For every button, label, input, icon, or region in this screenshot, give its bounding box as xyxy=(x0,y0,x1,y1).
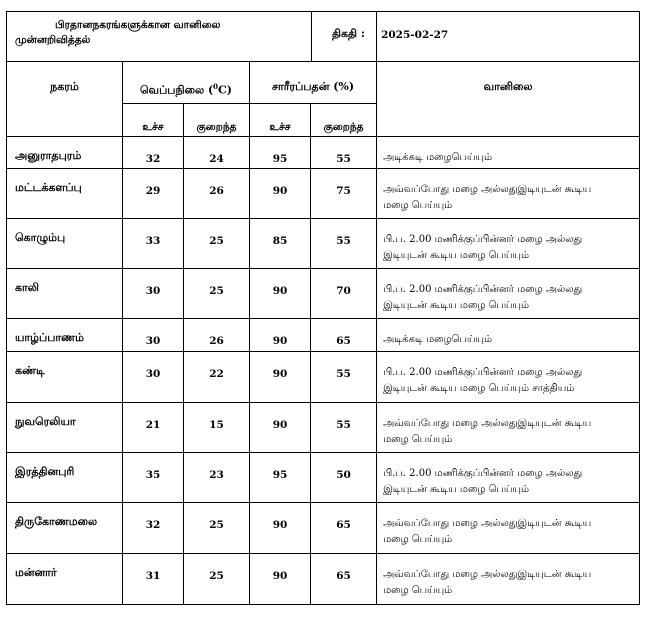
temperature-low: 25 xyxy=(184,503,250,554)
table-row xyxy=(7,503,640,554)
city-header xyxy=(7,62,123,137)
city-name: திருகோணமலை xyxy=(7,503,123,554)
humidity-low: 55 xyxy=(311,403,377,453)
temperature-high: 35 xyxy=(123,453,184,503)
humidity-high: 90 xyxy=(250,319,311,352)
temperature-high: 31 xyxy=(123,554,184,605)
temperature-low: 25 xyxy=(184,269,250,319)
humidity-header-label: சாரீரப்பதன் (%) xyxy=(271,80,355,93)
weather-description xyxy=(377,453,640,503)
weather-line-1: அவ்வப்போது மழை அல்லதுஇடியுடன் கூடிய xyxy=(383,418,592,429)
temperature-low: 23 xyxy=(184,453,250,503)
table-row xyxy=(7,269,640,319)
weather-line-2: மழை பெய்யும் xyxy=(383,534,453,545)
temperature-unit: C) xyxy=(218,83,232,97)
humidity-low: 55 xyxy=(311,219,377,269)
weather-line-1: அடிக்கடி மழைபெய்யும் xyxy=(383,334,493,345)
table-row xyxy=(7,403,640,453)
weather-line-2: மழை பெய்யும் xyxy=(383,585,453,596)
humidity-high: 95 xyxy=(250,137,311,169)
temperature-high: 30 xyxy=(123,269,184,319)
weather-description xyxy=(377,219,640,269)
temperature-header xyxy=(123,62,250,104)
weather-line-2: இடியுடன் கூடிய மழை பெய்யும் xyxy=(383,250,530,261)
humidity-low: 55 xyxy=(311,137,377,169)
header-row xyxy=(7,62,640,104)
humidity-low: 55 xyxy=(311,352,377,403)
city-name: யாழ்ப்பாணம் xyxy=(7,319,123,352)
weather-line-1: பி.ப. 2.00 மணிக்குப்பின்னர் மழை அல்லது xyxy=(383,367,583,378)
degree-sup: 0 xyxy=(213,82,219,91)
city-name: அனுராதபுரம் xyxy=(7,137,123,169)
humidity-low: 65 xyxy=(311,319,377,352)
weather-description xyxy=(377,137,640,169)
temperature-high: 29 xyxy=(123,169,184,219)
humidity-high: 95 xyxy=(250,453,311,503)
table-row xyxy=(7,319,640,352)
city-name: இரத்தினபுரி xyxy=(7,453,123,503)
weather-line-1: பி.ப. 2.00 மணிக்குப்பின்னர் மழை அல்லது xyxy=(383,468,583,479)
weather-description xyxy=(377,554,640,605)
temperature-high: 32 xyxy=(123,503,184,554)
weather-line-1: அவ்வப்போது மழை அல்லதுஇடியுடன் கூடிய xyxy=(383,184,592,195)
temperature-low: 26 xyxy=(184,319,250,352)
temperature-low: 26 xyxy=(184,169,250,219)
temperature-high: 30 xyxy=(123,352,184,403)
humidity-high: 90 xyxy=(250,554,311,605)
weather-description xyxy=(377,269,640,319)
table-row xyxy=(7,219,640,269)
document-title xyxy=(7,12,376,48)
title-divider xyxy=(311,11,312,62)
temperature-low: 25 xyxy=(184,219,250,269)
table-row xyxy=(7,453,640,503)
city-name: மன்னார் xyxy=(7,554,123,605)
weather-line-2: மழை பெய்யும் xyxy=(383,434,453,445)
temperature-high: 33 xyxy=(123,219,184,269)
city-name: நுவரெலியா xyxy=(7,403,123,453)
city-header-label: நகரம் xyxy=(50,80,79,93)
title-line-2: முன்னறிவித்தல் xyxy=(15,34,91,46)
humidity-low: 65 xyxy=(311,554,377,605)
weather-line-1: பி.ப. 2.00 மணிக்குப்பின்னர் மழை அல்லது xyxy=(383,284,583,295)
weather-line-2: இடியுடன் கூடிய மழை பெய்யும் xyxy=(383,484,530,495)
temperature-high: 30 xyxy=(123,319,184,352)
weather-line-1: பி.ப. 2.00 மணிக்குப்பின்னர் மழை அல்லது xyxy=(383,234,583,245)
humidity-high: 90 xyxy=(250,403,311,453)
weather-description xyxy=(377,169,640,219)
temperature-header-label xyxy=(123,62,249,99)
table-row xyxy=(7,137,640,169)
temperature-low: 24 xyxy=(184,137,250,169)
weather-line-2: மழை பெய்யும் xyxy=(383,200,453,211)
forecast-rows xyxy=(7,137,640,605)
humidity-low-header: குறைந்த xyxy=(311,104,377,137)
city-name: கண்டி xyxy=(7,352,123,403)
city-name: காலி xyxy=(7,269,123,319)
temperature-prefix: வெப்பநிலை ( xyxy=(140,83,214,97)
date-label: திகதி : xyxy=(332,27,365,40)
title-cell xyxy=(7,12,377,62)
weather-line-2: இடியுடன் கூடிய மழை பெய்யும் சாத்தியம் xyxy=(383,383,575,394)
weather-line-1: அவ்வப்போது மழை அல்லதுஇடியுடன் கூடிய xyxy=(383,569,592,580)
table-row xyxy=(7,169,640,219)
temperature-low: 25 xyxy=(184,554,250,605)
humidity-high: 90 xyxy=(250,169,311,219)
weather-header xyxy=(377,62,640,137)
temperature-high: 21 xyxy=(123,403,184,453)
humidity-high: 90 xyxy=(250,503,311,554)
weather-line-1: அவ்வப்போது மழை அல்லதுஇடியுடன் கூடிய xyxy=(383,518,592,529)
city-name: மட்டக்களப்பு xyxy=(7,169,123,219)
table-row xyxy=(7,554,640,605)
weather-description xyxy=(377,352,640,403)
temp-low-header: குறைந்த xyxy=(184,104,250,137)
weather-line-1: அடிக்கடி மழைபெய்யும் xyxy=(383,152,493,163)
humidity-low: 65 xyxy=(311,503,377,554)
weather-header-label: வானிலை xyxy=(483,80,533,93)
humidity-low: 70 xyxy=(311,269,377,319)
temperature-low: 22 xyxy=(184,352,250,403)
forecast-table xyxy=(6,11,640,605)
title-row xyxy=(7,12,640,62)
humidity-low: 75 xyxy=(311,169,377,219)
humidity-high-header: உச்ச xyxy=(250,104,311,137)
date-value: 2025-02-27 xyxy=(381,29,449,41)
humidity-high: 90 xyxy=(250,269,311,319)
humidity-high: 90 xyxy=(250,352,311,403)
forecast-document xyxy=(6,11,639,605)
weather-description xyxy=(377,319,640,352)
weather-description xyxy=(377,503,640,554)
humidity-low: 50 xyxy=(311,453,377,503)
humidity-high: 85 xyxy=(250,219,311,269)
city-name: கொழும்பு xyxy=(7,219,123,269)
table-row xyxy=(7,352,640,403)
temperature-high: 32 xyxy=(123,137,184,169)
title-line-1: பிரதானநகரங்களுக்கான வானிலை xyxy=(55,19,221,31)
humidity-header xyxy=(250,62,377,104)
temperature-low: 15 xyxy=(184,403,250,453)
temp-high-header: உச்ச xyxy=(123,104,184,137)
date-cell xyxy=(377,12,640,62)
weather-description xyxy=(377,403,640,453)
weather-line-2: இடியுடன் கூடிய மழை பெய்யும் xyxy=(383,300,530,311)
